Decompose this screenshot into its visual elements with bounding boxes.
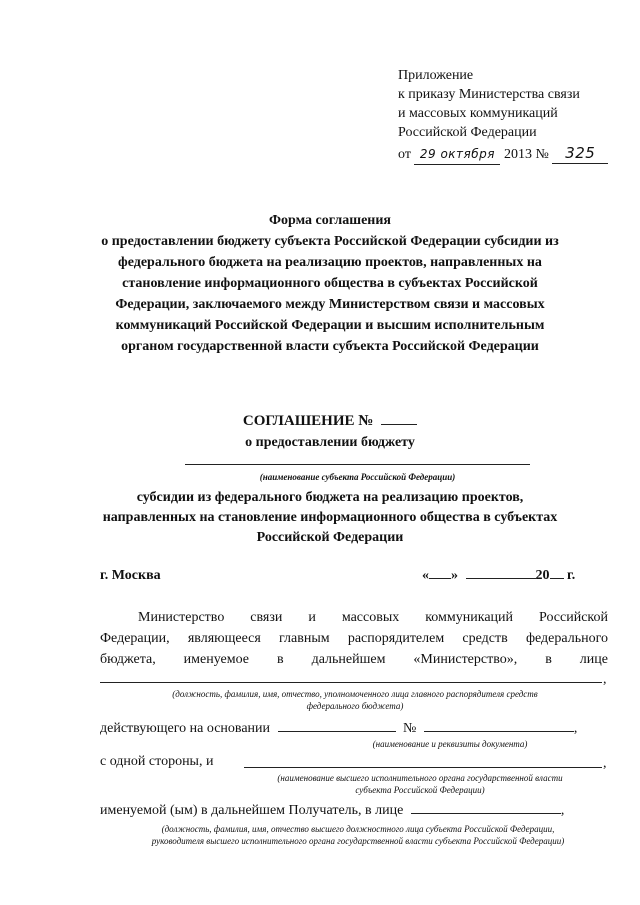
number-sign: № (535, 147, 549, 162)
appendix-line-2: к приказу Министерства связи (398, 87, 580, 102)
body-line-2: Федерации, являющееся главным распорядителем средств федерального (100, 631, 608, 646)
city: г. Москва (100, 568, 161, 583)
document-name-blank[interactable] (278, 731, 396, 732)
form-title-line-7: органом государственной власти субъекта Российской Федерации (121, 339, 539, 354)
body-line-3: бюджета, именуемое в дальнейшем «Министерство», в лице (100, 652, 608, 667)
agreement-subheading: о предоставлении бюджету (245, 435, 415, 450)
form-title-line-2: о предоставлении бюджету субъекта Российской Федерации субсидии из (101, 234, 559, 249)
caption-representative-line-2: федерального бюджета) (306, 701, 404, 711)
handwritten-date: 29 октября (414, 145, 500, 165)
comma: , (603, 672, 607, 687)
subject-caption: (наименование субъекта Российской Федерации) (259, 472, 456, 482)
appendix-line-4: Российской Федерации (398, 125, 537, 140)
recipient-label: именуемой (ым) в дальнейшем Получатель, в лице (100, 803, 404, 818)
caption-recipient-line-2: руководителя высшего исполнительного органа государственной власти субъекта Российской Федерации) (151, 836, 565, 846)
agreement-line-1: субсидии из федерального бюджета на реализацию проектов, (136, 490, 524, 505)
recipient-blank[interactable] (411, 813, 561, 814)
agreement-number-blank[interactable] (381, 424, 417, 425)
document-number-sign: № (403, 721, 417, 736)
body-line-1: Министерство связи и массовых коммуникаций Российской (138, 610, 608, 625)
agreement-date (422, 566, 575, 585)
agreement-heading (60, 413, 600, 430)
appendix-line-3: и массовых коммуникаций (398, 106, 558, 121)
acting-basis-row: действующего на основании № , (100, 721, 578, 736)
form-title-line-4: становление информационного общества в субъектах Российской (122, 276, 538, 291)
year-blank[interactable] (550, 578, 564, 579)
order-date-number (398, 144, 608, 165)
form-title-line-5: Федерации, заключаемого между Министерством связи и массовых (115, 297, 545, 312)
date-open-quote: « (422, 568, 429, 583)
month-blank[interactable] (466, 578, 536, 579)
recipient-row: именуемой (ым) в дальнейшем Получатель, в лице , (100, 803, 565, 818)
caption-document: (наименование и реквизиты документа) (372, 739, 528, 749)
executive-body-blank[interactable] (244, 767, 602, 768)
order-year: 2013 (503, 147, 532, 162)
form-title (60, 210, 600, 357)
appendix-block (398, 66, 608, 165)
one-side-label: с одной стороны, и (100, 754, 214, 769)
handwritten-number: 325 (552, 144, 608, 164)
appendix-line-1: Приложение (398, 68, 474, 83)
form-title-line-1: Форма соглашения (269, 213, 391, 228)
agreement-subject (60, 488, 600, 548)
caption-executive-line-2: субъекта Российской Федерации) (355, 785, 485, 795)
caption-executive-body (230, 772, 610, 796)
agreement-heading-text: СОГЛАШЕНИЕ № (242, 413, 374, 429)
form-title-line-6: коммуникаций Российской Федерации и высшим исполнительным (115, 318, 545, 333)
agreement-line-3: Российской Федерации (256, 530, 404, 545)
year-prefix: 20 (535, 568, 550, 583)
acting-basis-label: действующего на основании (100, 721, 271, 736)
caption-recipient (98, 823, 618, 847)
document-number-blank[interactable] (424, 731, 574, 732)
one-side-row (100, 752, 213, 771)
caption-executive-line-1: (наименование высшего исполнительного органа государственной власти (277, 773, 563, 783)
agreement-line-2: направленных на становление информационного общества в субъектах (102, 510, 558, 525)
comma: , (603, 756, 607, 771)
representative-blank[interactable] (100, 682, 602, 683)
day-blank[interactable] (429, 578, 451, 579)
form-title-line-3: федерального бюджета на реализацию проектов, направленных на (118, 255, 542, 270)
caption-representative (100, 688, 610, 712)
caption-recipient-line-1: (должность, фамилия, имя, отчество высшего должностного лица субъекта Российской Федерации, (161, 824, 555, 834)
date-close-quote: » (451, 568, 458, 583)
caption-representative-line-1: (должность, фамилия, имя, отчество, уполномоченного лица главного распорядителя средств (172, 689, 538, 699)
date-prefix: от (398, 147, 411, 162)
subject-name-blank[interactable] (185, 464, 530, 465)
year-suffix: г. (567, 568, 576, 583)
